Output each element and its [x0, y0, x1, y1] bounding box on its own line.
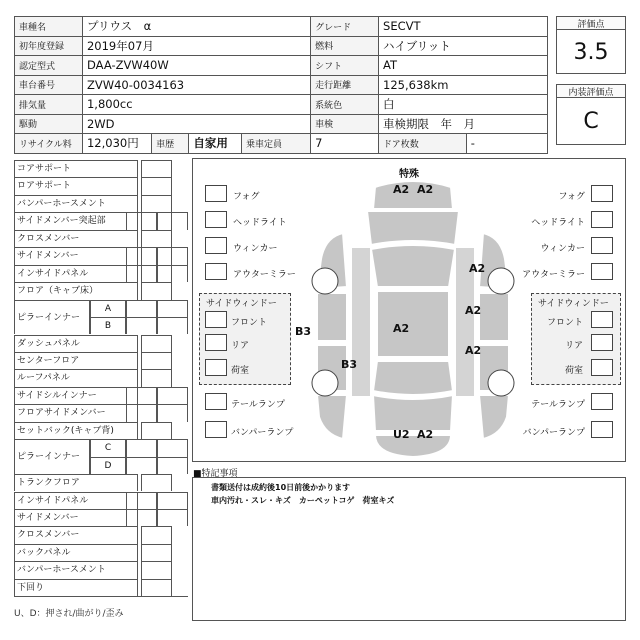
- pillar-sub-label: D: [90, 457, 126, 474]
- right-rear-wheel: [488, 370, 514, 396]
- diagram-check-box[interactable]: [591, 237, 613, 254]
- capacity-value: 7: [311, 134, 379, 154]
- part-check-cell[interactable]: [157, 387, 188, 404]
- part-label: フロア（キャブ床）: [14, 282, 138, 299]
- pillar-sub-label: B: [90, 317, 126, 334]
- spec-label: 駆動: [15, 114, 83, 134]
- part-label: トランクフロア: [14, 474, 138, 491]
- spec-label: 車検: [311, 114, 379, 134]
- recycle-label: リサイクル料: [15, 134, 83, 154]
- grade-right-rear: A2: [465, 344, 482, 357]
- spec-label: 走行距離: [311, 75, 379, 95]
- roof-shape: [377, 291, 449, 357]
- diagram-label: ウィンカー: [233, 244, 278, 254]
- part-check-cell[interactable]: [157, 509, 188, 526]
- part-check-cell[interactable]: [141, 352, 172, 369]
- spec-label: 系統色: [311, 95, 379, 115]
- diagram-label: バンパーランプ: [522, 428, 585, 438]
- part-check-cell[interactable]: [126, 492, 157, 509]
- grade-center: A2: [393, 322, 410, 335]
- part-check-cell[interactable]: [141, 544, 172, 561]
- part-label: サイドメンバー突起部: [14, 212, 138, 229]
- part-label: サイドメンバー: [14, 509, 138, 526]
- history-label: 車歴: [152, 134, 189, 154]
- notes-box: [192, 469, 626, 621]
- diagram-check-box[interactable]: [205, 211, 227, 228]
- spec-table: [14, 16, 548, 154]
- part-check-cell[interactable]: [141, 422, 172, 439]
- left-front-door-shape: [317, 293, 347, 341]
- diagram-check-box[interactable]: [205, 263, 227, 280]
- part-label: クロスメンバー: [14, 230, 138, 247]
- spec-value: ZVW40-0034163: [82, 75, 310, 95]
- diagram-check-box[interactable]: [591, 421, 613, 438]
- part-label: ピラーインナー: [14, 439, 90, 474]
- capacity-label: 乗車定員: [241, 134, 310, 154]
- part-label: インサイドパネル: [14, 265, 138, 282]
- left-pillar-shape: [351, 247, 371, 397]
- diagram-label: テールランプ: [231, 400, 285, 410]
- grade-front-a: A2: [393, 183, 410, 196]
- diagram-check-box[interactable]: [591, 211, 613, 228]
- spec-label: 認定型式: [15, 56, 83, 76]
- diagram-label: 荷室: [231, 366, 250, 376]
- diagram-check-box[interactable]: [591, 263, 613, 280]
- spec-value: 車検期限 年 月: [379, 114, 548, 134]
- part-check-cell[interactable]: [126, 300, 157, 317]
- part-label: ロアサポート: [14, 177, 138, 194]
- left-rear-wheel: [312, 370, 338, 396]
- part-check-cell[interactable]: [141, 195, 172, 212]
- diagram-label: フロント: [231, 318, 268, 328]
- spec-value: 125,638km: [379, 75, 548, 95]
- diagram-label: フォグ: [233, 192, 260, 202]
- diagram-label: 荷室: [564, 366, 583, 376]
- trunk-shape: [373, 395, 453, 431]
- part-check-cell[interactable]: [141, 526, 172, 543]
- rear-window-shape: [373, 361, 453, 395]
- part-check-cell[interactable]: [126, 387, 157, 404]
- part-check-cell[interactable]: [141, 282, 172, 299]
- part-check-cell[interactable]: [157, 247, 188, 264]
- grade-rear-u: U2: [393, 428, 410, 441]
- part-label: 下回り: [14, 579, 138, 596]
- spec-value: 1,800cc: [82, 95, 310, 115]
- right-front-door-shape: [479, 293, 509, 341]
- part-check-cell[interactable]: [157, 212, 188, 229]
- spec-label: 排気量: [15, 95, 83, 115]
- spec-value: ハイブリット: [379, 36, 548, 56]
- diagram-label: アウターミラー: [233, 270, 296, 280]
- part-check-cell[interactable]: [141, 561, 172, 578]
- part-check-cell[interactable]: [126, 317, 157, 334]
- diagram-label: ヘッドライト: [233, 218, 287, 228]
- diagram-label: アウターミラー: [522, 270, 585, 280]
- pillar-sub-label: C: [90, 439, 126, 456]
- spec-value: AT: [379, 56, 548, 76]
- part-label: バンパーホースメント: [14, 195, 138, 212]
- left-side-window-title: サイドウィンドー: [206, 299, 277, 309]
- diagram-label: フォグ: [558, 192, 585, 202]
- grade-rear-a: A2: [417, 428, 434, 441]
- diagram-label: ヘッドライト: [531, 218, 585, 228]
- part-label: インサイドパネル: [14, 492, 138, 509]
- diagram-check-box[interactable]: [591, 334, 613, 351]
- part-check-cell[interactable]: [126, 439, 157, 456]
- spec-label: 初年度登録: [15, 36, 83, 56]
- diagram-check-box[interactable]: [591, 359, 613, 376]
- part-label: ピラーインナー: [14, 300, 90, 335]
- part-label: バックパネル: [14, 544, 138, 561]
- part-check-cell[interactable]: [126, 509, 157, 526]
- grade-left-rear: B3: [341, 358, 358, 371]
- diagram-check-box[interactable]: [205, 393, 227, 410]
- left-rear-fender-shape: [317, 395, 347, 439]
- spec-value: 2019年07月: [82, 36, 310, 56]
- windshield-shape: [371, 245, 455, 287]
- part-label: フロアサイドメンバー: [14, 404, 138, 421]
- overall-score-label: 評価点: [556, 16, 626, 30]
- doors-label: ドア枚数: [379, 134, 467, 154]
- left-front-wheel: [312, 268, 338, 294]
- diagram-check-box[interactable]: [205, 185, 227, 202]
- pillar-sub-label: A: [90, 300, 126, 317]
- spec-value: 白: [379, 95, 548, 115]
- right-front-wheel: [488, 268, 514, 294]
- diagram-check-box[interactable]: [205, 359, 227, 376]
- diagram-label: バンパーランプ: [231, 428, 294, 438]
- grade-right-mirror: A2: [469, 262, 486, 275]
- spec-label: 燃料: [311, 36, 379, 56]
- part-label: センターフロア: [14, 352, 138, 369]
- right-side-window-title: サイドウィンドー: [538, 299, 609, 309]
- spec-value: プリウス α: [82, 17, 310, 37]
- spec-label: シフト: [311, 56, 379, 76]
- part-check-cell[interactable]: [126, 404, 157, 421]
- diagram-label: テールランプ: [531, 400, 585, 410]
- diagram-check-box[interactable]: [205, 421, 227, 438]
- part-check-cell[interactable]: [141, 160, 172, 177]
- part-check-cell[interactable]: [157, 439, 188, 456]
- front-bumper-shape: [373, 181, 453, 209]
- part-check-cell[interactable]: [141, 335, 172, 352]
- notes-title: ■特記事項: [193, 469, 238, 479]
- part-check-cell[interactable]: [157, 404, 188, 421]
- right-rear-fender-shape: [479, 395, 509, 439]
- interior-score-label: 内装評価点: [556, 84, 626, 98]
- part-label: サイドメンバー: [14, 247, 138, 264]
- spec-value: SECVT: [379, 17, 548, 37]
- diagram-title: 特殊: [399, 169, 419, 180]
- spec-value: 2WD: [82, 114, 310, 134]
- part-check-cell[interactable]: [126, 457, 157, 474]
- part-check-cell[interactable]: [157, 265, 188, 282]
- part-label: ダッシュパネル: [14, 335, 138, 352]
- part-label: セットバック(キャブ背): [14, 422, 138, 439]
- recycle-value: 12,030円: [82, 134, 151, 154]
- parts-bottom-border: [14, 596, 188, 597]
- overall-score-value: 3.5: [556, 29, 626, 74]
- diagram-check-box[interactable]: [591, 393, 613, 410]
- history-value: 自家用: [189, 134, 242, 154]
- part-check-cell[interactable]: [141, 177, 172, 194]
- car-outline-diagram: [303, 177, 523, 459]
- diagram-check-box[interactable]: [205, 311, 227, 328]
- rear-bumper-shape: [375, 435, 451, 457]
- part-label: コアサポート: [14, 160, 138, 177]
- part-check-cell[interactable]: [157, 457, 188, 474]
- part-label: ルーフパネル: [14, 369, 138, 386]
- diagram-check-box[interactable]: [591, 311, 613, 328]
- interior-score-value: C: [556, 97, 626, 145]
- diagram-label: ウィンカー: [540, 244, 585, 254]
- grade-right-front: A2: [465, 304, 482, 317]
- notes-line-2: 車内汚れ・スレ・キズ カーペットコゲ 荷室キズ: [211, 496, 395, 505]
- spec-label: 車台番号: [15, 75, 83, 95]
- part-check-cell[interactable]: [141, 230, 172, 247]
- hood-shape: [367, 211, 459, 245]
- part-check-cell[interactable]: [141, 474, 172, 491]
- legend-note: U、D：押され/曲がり/歪み: [14, 609, 124, 619]
- part-label: クロスメンバー: [14, 526, 138, 543]
- part-label: バンパーホースメント: [14, 561, 138, 578]
- grade-left-front: B3: [295, 325, 312, 338]
- part-check-cell[interactable]: [141, 369, 172, 386]
- spec-label: 車種名: [15, 17, 83, 37]
- diagram-check-box[interactable]: [205, 334, 227, 351]
- part-check-cell[interactable]: [157, 317, 188, 334]
- diagram-check-box[interactable]: [205, 237, 227, 254]
- part-check-cell[interactable]: [157, 492, 188, 509]
- spec-value: DAA-ZVW40W: [82, 56, 310, 76]
- diagram-label: フロント: [546, 318, 583, 328]
- diagram-label: リア: [231, 341, 250, 351]
- spec-label: グレード: [311, 17, 379, 37]
- part-check-cell[interactable]: [157, 300, 188, 317]
- diagram-check-box[interactable]: [591, 185, 613, 202]
- doors-value: -: [466, 134, 547, 154]
- part-check-cell[interactable]: [141, 579, 172, 596]
- part-label: サイドシルインナー: [14, 387, 138, 404]
- damage-diagram: [192, 158, 626, 462]
- notes-line-1: 書類送付は成約後10日前後かかります: [211, 483, 351, 492]
- diagram-label: リア: [564, 341, 583, 351]
- grade-front-b: A2: [417, 183, 434, 196]
